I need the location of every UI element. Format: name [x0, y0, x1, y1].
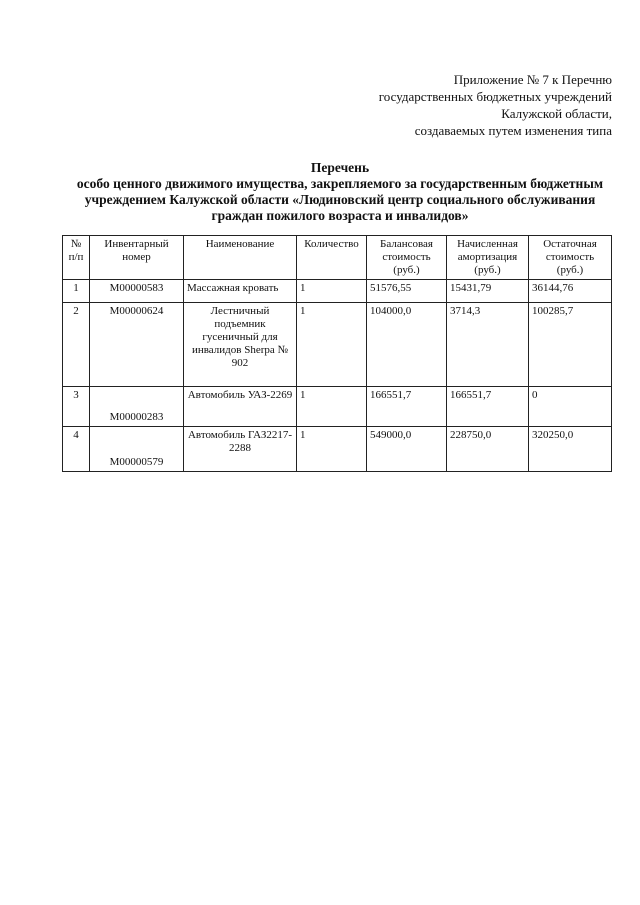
cell-quantity: 1 — [297, 303, 367, 387]
document-heading — [40, 160, 640, 224]
heading-line-2: учреждением Калужской области «Людиновский центр социального обслуживания — [84, 192, 596, 207]
column-header-name: Наименование — [184, 236, 297, 280]
cell-book-value: 104000,0 — [367, 303, 447, 387]
property-table — [62, 235, 612, 472]
column-header-inventory: Инвентарный номер — [90, 236, 184, 280]
table-row — [63, 303, 612, 387]
cell-residual: 100285,7 — [529, 303, 612, 387]
cell-depreciation: 15431,79 — [447, 280, 529, 303]
column-header-residual: Остаточная стоимость (руб.) — [529, 236, 612, 280]
cell-name: Массажная кровать — [184, 280, 297, 303]
cell-residual: 320250,0 — [529, 427, 612, 472]
column-header-num: № п/п — [63, 236, 90, 280]
column-header-depreciation: Начисленная амортизация (руб.) — [447, 236, 529, 280]
cell-num: 2 — [63, 303, 90, 387]
cell-inventory: М00000579 — [90, 427, 184, 472]
appendix-line-1: Приложение № 7 к Перечню — [453, 72, 612, 87]
cell-residual: 36144,76 — [529, 280, 612, 303]
heading-line-1: особо ценного движимого имущества, закрепляемого за государственным бюджетным — [76, 176, 604, 191]
document-title: Перечень — [310, 160, 370, 175]
column-header-book-value: Балансовая стоимость (руб.) — [367, 236, 447, 280]
cell-inventory: М00000283 — [90, 387, 184, 427]
cell-quantity: 1 — [297, 387, 367, 427]
cell-depreciation: 3714,3 — [447, 303, 529, 387]
cell-book-value: 549000,0 — [367, 427, 447, 472]
cell-depreciation: 166551,7 — [447, 387, 529, 427]
cell-num: 4 — [63, 427, 90, 472]
table-row — [63, 427, 612, 472]
cell-quantity: 1 — [297, 427, 367, 472]
cell-num: 1 — [63, 280, 90, 303]
cell-name: Автомобиль УАЗ-2269 — [184, 387, 297, 427]
table-header-row — [63, 236, 612, 280]
appendix-note — [312, 71, 612, 139]
table-row — [63, 280, 612, 303]
cell-quantity: 1 — [297, 280, 367, 303]
appendix-line-2: государственных бюджетных учреждений — [378, 89, 612, 104]
cell-inventory: М00000583 — [90, 280, 184, 303]
cell-book-value: 51576,55 — [367, 280, 447, 303]
appendix-line-3: Калужской области, — [501, 106, 612, 121]
cell-name: Лестничный подъемник гусеничный для инвалидов Sherpa № 902 — [184, 303, 297, 387]
cell-num: 3 — [63, 387, 90, 427]
column-header-quantity: Количество — [297, 236, 367, 280]
cell-depreciation: 228750,0 — [447, 427, 529, 472]
heading-line-3: граждан пожилого возраста и инвалидов» — [211, 208, 469, 223]
appendix-line-4: создаваемых путем изменения типа — [414, 123, 612, 138]
cell-residual: 0 — [529, 387, 612, 427]
cell-name: Автомобиль ГАЗ2217-2288 — [184, 427, 297, 472]
cell-book-value: 166551,7 — [367, 387, 447, 427]
table-row — [63, 387, 612, 427]
cell-inventory: М00000624 — [90, 303, 184, 387]
